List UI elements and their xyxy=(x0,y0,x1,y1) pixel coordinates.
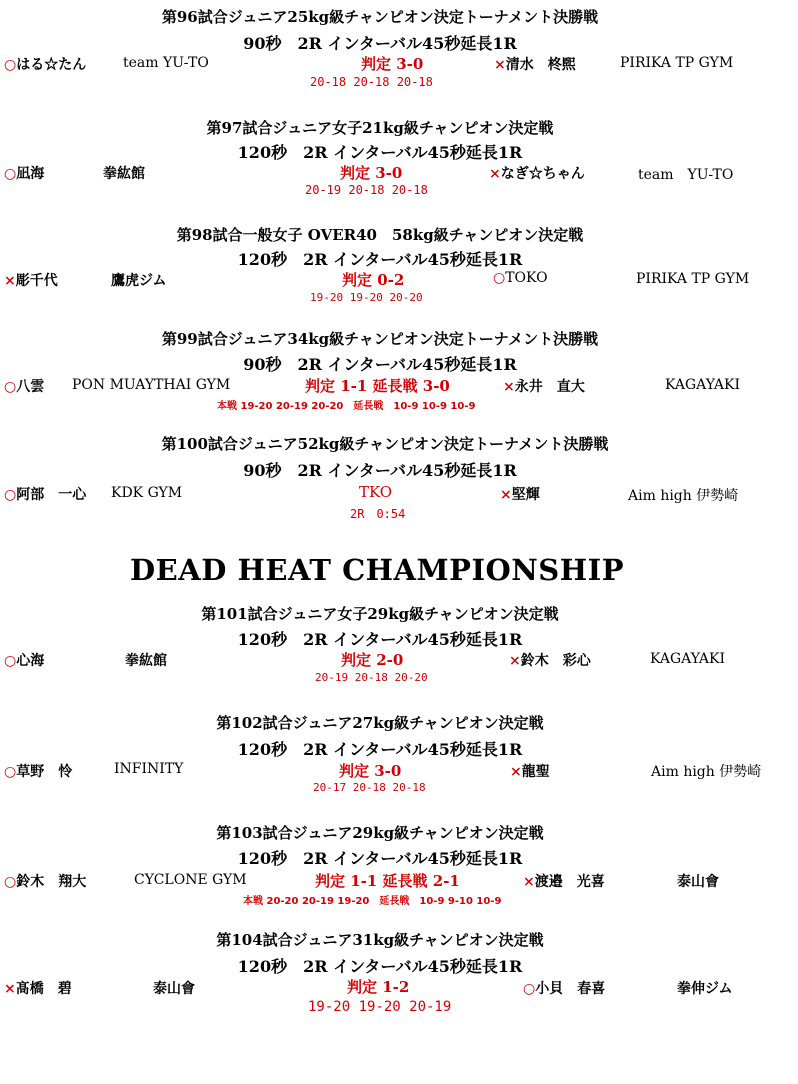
fighter-name: 龍聖 xyxy=(521,764,550,780)
bout-102-left-gym: INFINITY xyxy=(114,761,184,777)
loss-mark: × xyxy=(509,653,521,669)
bout-98-rules: 120秒 2R インターバル45秒延長1R xyxy=(237,250,523,269)
bout-97-left-fighter xyxy=(4,163,44,183)
bout-100-detail: 2R 0:54 xyxy=(350,507,406,521)
bout-97-right-gym: team YU-TO xyxy=(638,167,734,183)
bout-97-result: 判定 3-0 xyxy=(340,164,403,182)
bout-100-title: 第100試合ジュニア52kg級チャンピオン決定トーナメント決勝戦 xyxy=(161,435,609,453)
bout-97-right-fighter xyxy=(489,163,585,183)
fighter-name: 草野 怜 xyxy=(16,764,73,780)
bout-100-left-gym: KDK GYM xyxy=(111,485,183,501)
bout-104-title: 第104試合ジュニア31kg級チャンピオン決定戦 xyxy=(216,931,544,949)
bout-97-rules: 120秒 2R インターバル45秒延長1R xyxy=(237,143,523,162)
bout-102-result: 判定 3-0 xyxy=(339,762,402,780)
bout-104-right-fighter xyxy=(523,978,605,998)
loss-mark: × xyxy=(4,981,16,997)
bout-98-title: 第98試合一般女子 OVER40 58kg級チャンピオン決定戦 xyxy=(176,226,584,244)
fighter-name: 凪海 xyxy=(16,166,45,182)
bout-99-right-fighter xyxy=(503,376,585,396)
fighter-name: 阿部 一心 xyxy=(16,487,87,503)
section-header: DEAD HEAT CHAMPIONSHIP xyxy=(129,553,625,587)
win-mark: ○ xyxy=(493,270,506,286)
bout-104-left-gym: 泰山會 xyxy=(153,981,195,997)
bout-100-right-gym: Aim high 伊勢崎 xyxy=(628,488,739,504)
bout-104-right-gym: 拳伸ジム xyxy=(677,981,733,997)
bout-99-left-gym: PON MUAYTHAI GYM xyxy=(72,377,231,393)
win-mark: ○ xyxy=(523,981,536,997)
bout-96-rules: 90秒 2R インターバル45秒延長1R xyxy=(243,34,517,53)
bout-100-left-fighter xyxy=(4,484,86,504)
bout-99-left-fighter xyxy=(4,376,44,396)
bout-101-left-gym: 拳紘館 xyxy=(125,653,167,669)
bout-96-result: 判定 3-0 xyxy=(361,55,424,73)
bout-102-title: 第102試合ジュニア27kg級チャンピオン決定戦 xyxy=(216,714,544,732)
bout-103-right-gym: 泰山會 xyxy=(677,874,719,890)
bout-98-detail: 19-20 19-20 20-20 xyxy=(310,291,423,304)
fighter-name: 渡邉 光喜 xyxy=(534,874,605,890)
fighter-name: 堅輝 xyxy=(511,487,540,503)
bout-102-detail: 20-17 20-18 20-18 xyxy=(313,781,426,794)
bout-100-right-fighter xyxy=(500,484,540,504)
bout-99-right-gym: KAGAYAKI xyxy=(665,377,740,393)
bout-102-left-fighter xyxy=(4,761,72,781)
bout-96-title: 第96試合ジュニア25kg級チャンピオン決定トーナメント決勝戦 xyxy=(161,8,599,26)
bout-96-left-fighter xyxy=(4,54,86,74)
win-mark: ○ xyxy=(4,379,17,395)
fighter-name: 八雲 xyxy=(16,379,45,395)
bout-101-title: 第101試合ジュニア女子29kg級チャンピオン決定戦 xyxy=(201,605,559,623)
win-mark: ○ xyxy=(4,874,17,890)
win-mark: ○ xyxy=(4,487,17,503)
bout-101-detail: 20-19 20-18 20-20 xyxy=(315,671,428,684)
bout-99-detail: 本戦 19-20 20-19 20-20 延長戦 10-9 10-9 10-9 xyxy=(217,401,476,412)
bout-103-right-fighter xyxy=(523,871,605,891)
bout-98-left-gym: 鷹虎ジム xyxy=(111,273,167,289)
bout-99-result: 判定 1-1 延長戦 3-0 xyxy=(305,377,450,395)
bout-100-result: TKO xyxy=(359,483,393,501)
fighter-name: 鈴木 翔大 xyxy=(16,874,87,890)
bout-103-left-fighter xyxy=(4,871,86,891)
bout-101-right-gym: KAGAYAKI xyxy=(650,651,725,667)
loss-mark: × xyxy=(523,874,535,890)
bout-98-result: 判定 0-2 xyxy=(342,271,405,289)
bout-104-result: 判定 1-2 xyxy=(347,978,410,996)
win-mark: ○ xyxy=(4,57,17,73)
bout-97-title: 第97試合ジュニア女子21kg級チャンピオン決定戦 xyxy=(206,119,554,137)
bout-100-rules: 90秒 2R インターバル45秒延長1R xyxy=(243,461,517,480)
bout-104-rules: 120秒 2R インターバル45秒延長1R xyxy=(237,957,523,976)
fighter-name: 清水 柊煕 xyxy=(505,57,576,73)
loss-mark: × xyxy=(503,379,515,395)
fighter-name: 彫千代 xyxy=(15,273,58,289)
loss-mark: × xyxy=(510,764,522,780)
loss-mark: × xyxy=(500,487,512,503)
bout-96-left-gym: team YU-TO xyxy=(123,55,209,71)
bout-99-title: 第99試合ジュニア34kg級チャンピオン決定トーナメント決勝戦 xyxy=(161,330,599,348)
bout-98-right-gym: PIRIKA TP GYM xyxy=(636,271,750,287)
loss-mark: × xyxy=(494,57,506,73)
bout-102-right-gym: Aim high 伊勢崎 xyxy=(651,764,762,780)
win-mark: ○ xyxy=(4,166,17,182)
bout-102-rules: 120秒 2R インターバル45秒延長1R xyxy=(237,740,523,759)
bout-98-left-fighter xyxy=(4,270,58,290)
fighter-name: 心海 xyxy=(16,653,45,669)
bout-104-left-fighter xyxy=(4,978,72,998)
bout-103-rules: 120秒 2R インターバル45秒延長1R xyxy=(237,849,523,868)
bout-99-rules: 90秒 2R インターバル45秒延長1R xyxy=(243,355,517,374)
bout-103-detail: 本戦 20-20 20-19 19-20 延長戦 10-9 9-10 10-9 xyxy=(243,896,502,907)
win-mark: ○ xyxy=(4,653,17,669)
bout-103-left-gym: CYCLONE GYM xyxy=(134,872,247,888)
bout-102-right-fighter xyxy=(510,761,550,781)
fighter-name: 髙橋 碧 xyxy=(15,981,72,997)
fighter-name: 永井 直大 xyxy=(514,379,585,395)
fighter-name: はる☆たん xyxy=(16,57,87,73)
win-mark: ○ xyxy=(4,764,17,780)
bout-97-detail: 20-19 20-18 20-18 xyxy=(305,183,428,197)
bout-101-result: 判定 2-0 xyxy=(341,651,404,669)
bout-97-left-gym: 拳紘館 xyxy=(103,166,145,182)
bout-96-detail: 20-18 20-18 20-18 xyxy=(310,75,433,89)
loss-mark: × xyxy=(4,273,16,289)
fighter-name: 小貝 春喜 xyxy=(535,981,606,997)
bout-101-right-fighter xyxy=(509,650,591,670)
bout-98-right-fighter xyxy=(493,270,548,286)
bout-96-right-fighter xyxy=(494,54,576,74)
fighter-name: TOKO xyxy=(505,270,548,286)
loss-mark: × xyxy=(489,166,501,182)
bout-104-detail: 19-20 19-20 20-19 xyxy=(308,999,452,1015)
fighter-name: 鈴木 彩心 xyxy=(520,653,591,669)
bout-96-right-gym: PIRIKA TP GYM xyxy=(620,55,734,71)
bout-103-title: 第103試合ジュニア29kg級チャンピオン決定戦 xyxy=(216,824,544,842)
bout-101-left-fighter xyxy=(4,650,44,670)
bout-103-result: 判定 1-1 延長戦 2-1 xyxy=(315,872,460,890)
fighter-name: なぎ☆ちゃん xyxy=(500,166,585,182)
bout-101-rules: 120秒 2R インターバル45秒延長1R xyxy=(237,630,523,649)
